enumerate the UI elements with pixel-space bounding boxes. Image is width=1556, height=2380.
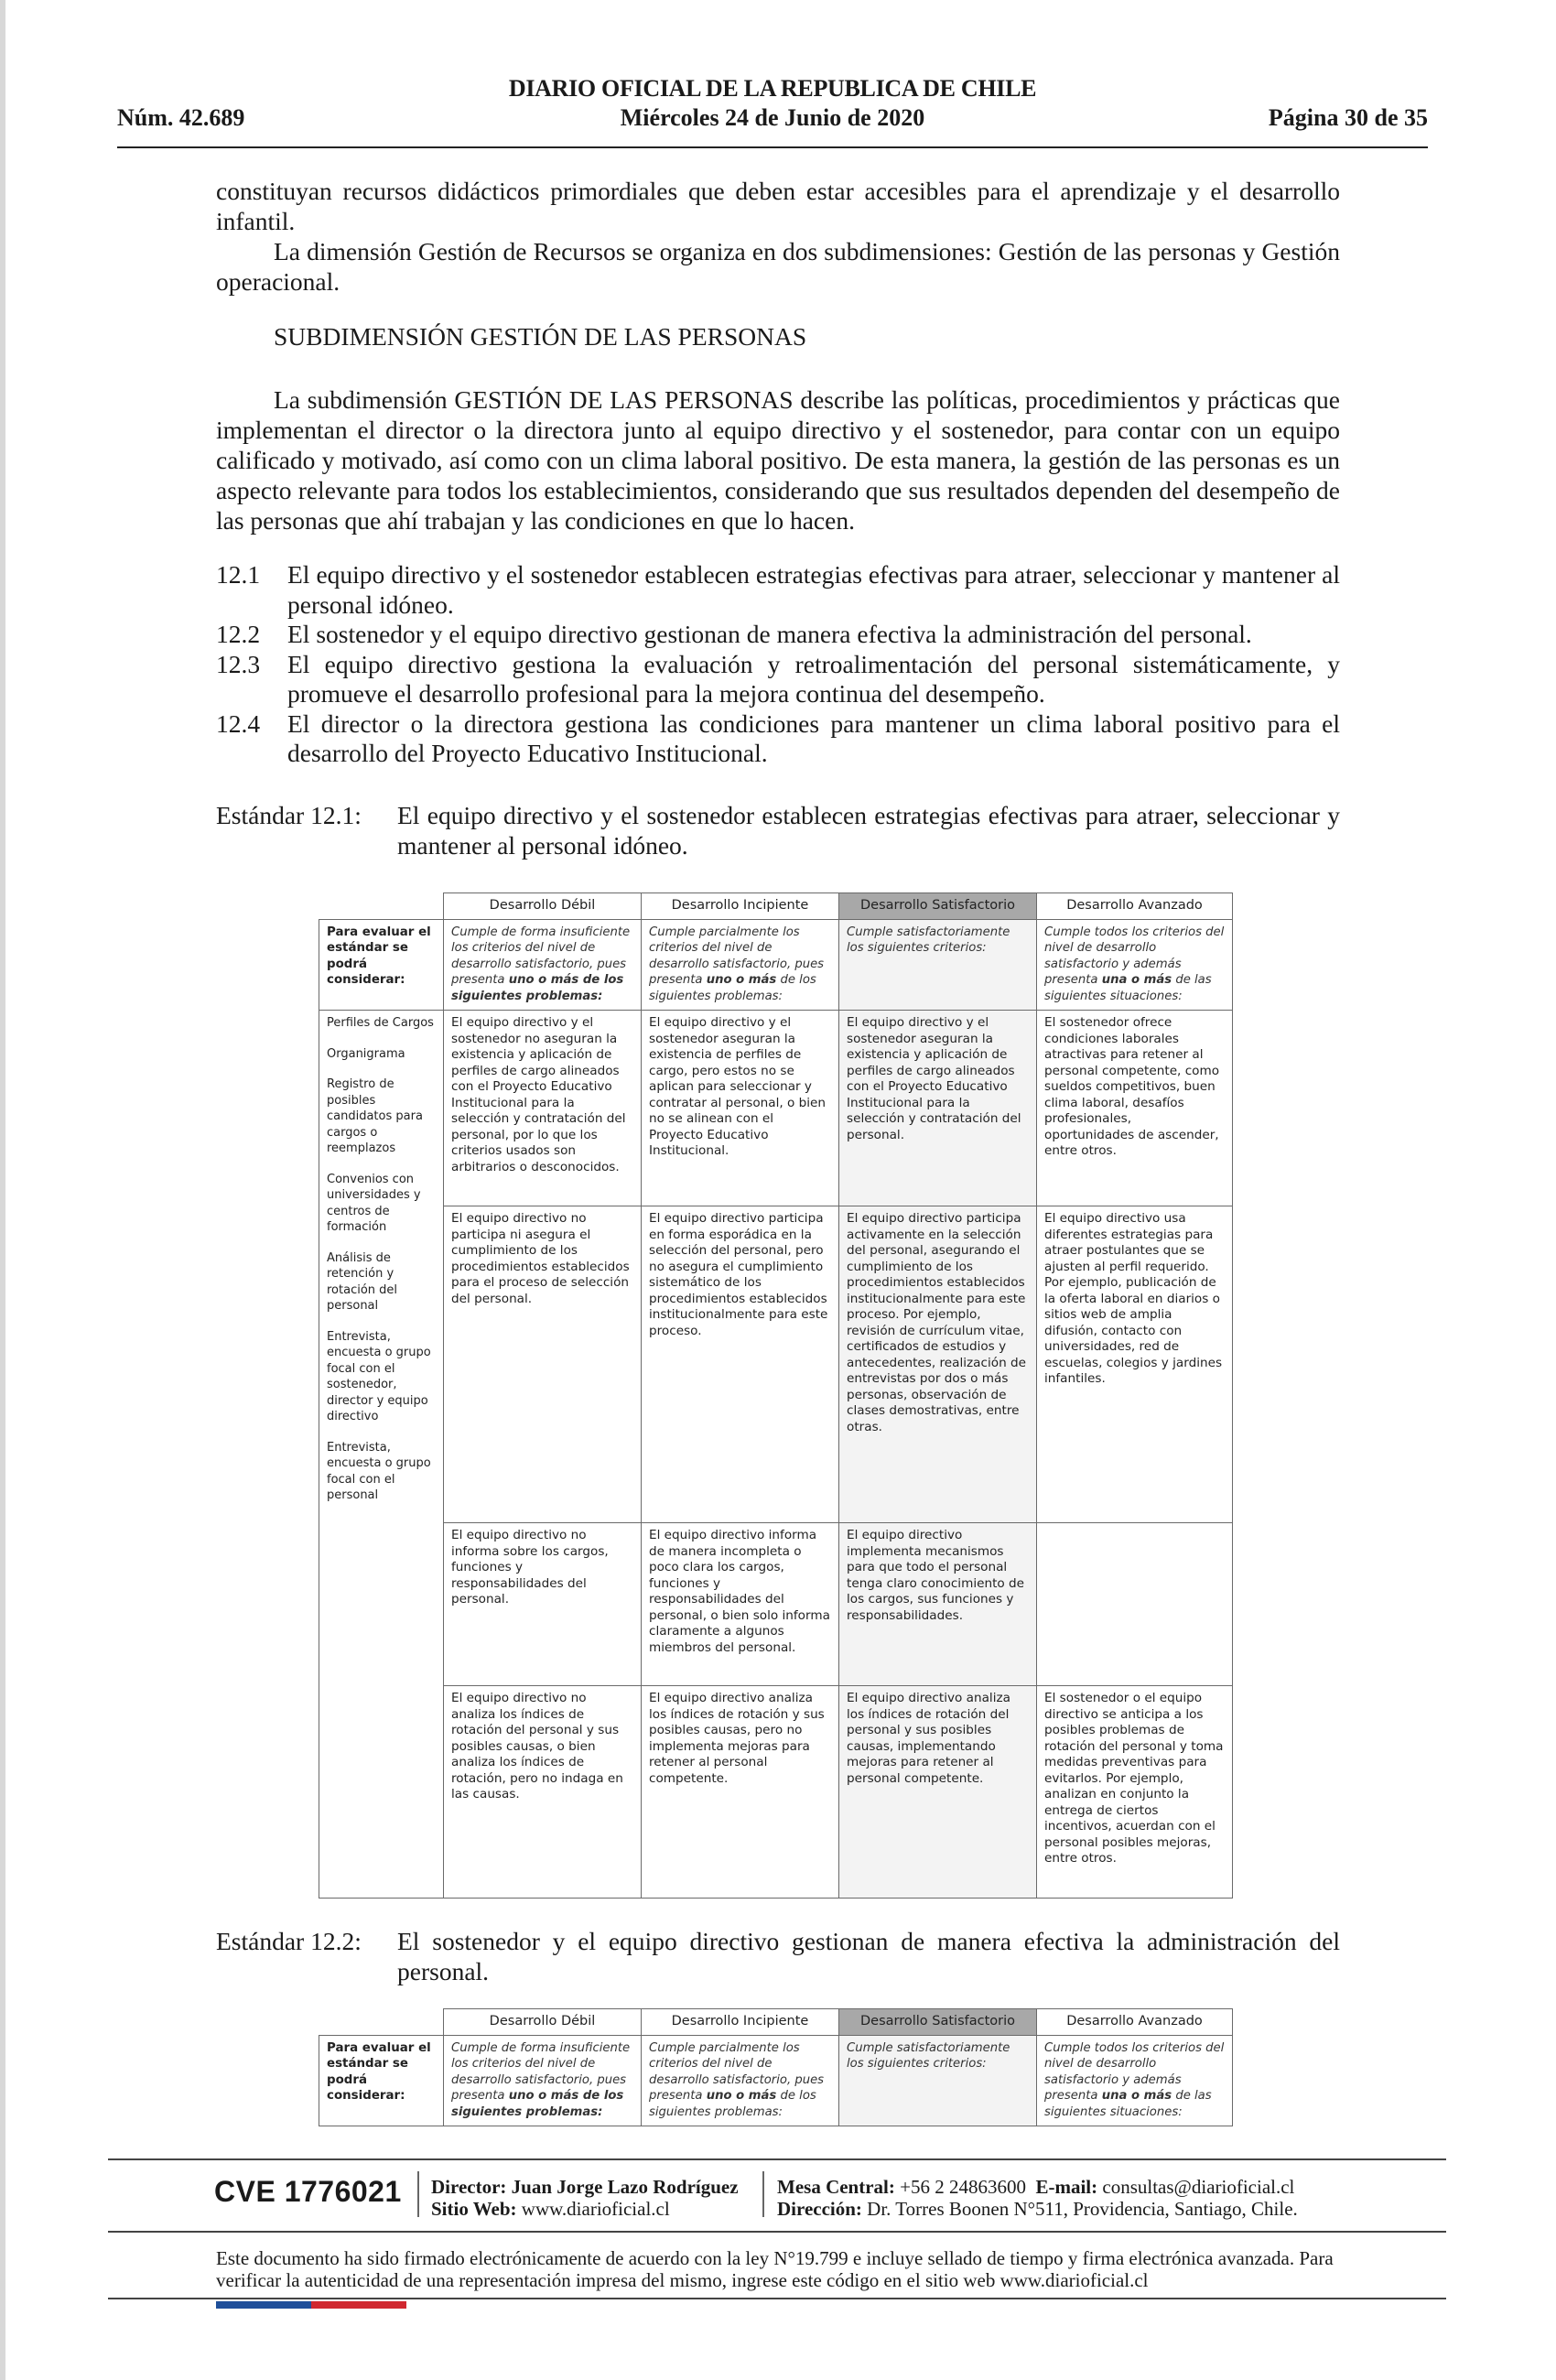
footer-contact-block <box>777 2176 1298 2220</box>
header-debil: Desarrollo Débil <box>444 2009 642 2036</box>
director-name: Juan Jorge Lazo Rodríguez <box>511 2176 739 2198</box>
footer-mid-rule <box>108 2231 1446 2233</box>
hint-text: de los siguientes problemas: <box>649 2089 816 2119</box>
cve-code: CVE 1776021 <box>214 2175 402 2208</box>
subdimension-title: SUBDIMENSIÓN GESTIÓN DE LAS PERSONAS <box>274 322 807 351</box>
table-row <box>319 1523 1233 1686</box>
director-label: Director: <box>431 2176 507 2198</box>
paragraph-2: La dimensión Gestión de Recursos se organiza en dos subdimensiones: Gestión de las personas y Gestión operacional. <box>216 237 1340 296</box>
cell-incipiente: El equipo directivo y el sostenedor aseguran la existencia de perfiles de cargo, pero estos no se aplican para seleccionar y contratar al personal, o bien no se alinean con el Proyecto Educativo Institucional. <box>642 1011 839 1206</box>
hint-bold: una o más <box>1101 973 1172 987</box>
standard-text: El equipo directivo y el sostenedor establecen estrategias efectivas para atraer, seleccionar y mantener al personal idóneo. <box>397 801 1340 860</box>
hint-text: Cumple parcialmente los criterios del nivel de desarrollo satisfactorio, pues presenta <box>649 925 825 987</box>
phone-label: Mesa Central: <box>777 2176 895 2198</box>
hint-incipiente <box>642 919 839 1011</box>
rubric-table-12-2 <box>319 2008 1233 2126</box>
cell-satisfactorio: El equipo directivo y el sostenedor aseguran la existencia y aplicación de perfiles de cargo alineados con el Proyecto Educativo Institucional para la selección y contratación del personal. <box>839 1011 1037 1206</box>
document-item: Entrevista, encuesta o grupo focal con el sostenedor, director y equipo directivo <box>327 1329 431 1423</box>
subdimension-description <box>216 384 1340 536</box>
list-item <box>216 620 1340 650</box>
footer-top-rule <box>108 2158 1446 2160</box>
cell-debil: El equipo directivo no participa ni asegura el cumplimiento de los procedimientos establecidos para el proceso de selección del personal. <box>444 1206 642 1523</box>
footer-separator <box>417 2171 419 2217</box>
flag-bar-blue <box>216 2301 311 2309</box>
document-item: Organigrama <box>327 1046 405 1061</box>
cell-avanzado: El sostenedor o el equipo directivo se anticipa a los posibles problemas de rotación del personal y toma medidas preventivas para evitarlos. Por ejemplo, analizan en conjunto la entrega de ciertos incentivos, acuerdan con el personal posibles mejoras, entre otros. <box>1037 1686 1233 1899</box>
empty-header-cell <box>319 893 444 920</box>
table-row <box>319 1011 1233 1206</box>
hint-incipiente <box>642 2035 839 2126</box>
document-item: Entrevista, encuesta o grupo focal con el personal <box>327 1440 431 1502</box>
list-item <box>216 560 1340 620</box>
table-header-row <box>319 2009 1233 2036</box>
standard-text: El sostenedor y el equipo directivo gestionan de manera efectiva la administración del personal. <box>397 1927 1340 1985</box>
list-item <box>216 650 1340 709</box>
standard-label: Estándar 12.1: <box>216 801 362 829</box>
cell-satisfactorio: El equipo directivo implementa mecanismos para que todo el personal tenga claro conocimiento de los cargos, sus funciones y responsabilidades. <box>839 1523 1037 1686</box>
hint-satisfactorio: Cumple satisfactoriamente los siguientes criterios: <box>839 2035 1037 2126</box>
header-incipiente: Desarrollo Incipiente <box>642 2009 839 2036</box>
header-satisfactorio: Desarrollo Satisfactorio <box>839 2009 1037 2036</box>
header-debil: Desarrollo Débil <box>444 893 642 920</box>
address-value: Dr. Torres Boonen N°511, Providencia, Santiago, Chile. <box>867 2198 1298 2220</box>
email-label: E-mail: <box>1035 2176 1098 2198</box>
issue-date: Miércoles 24 de Junio de 2020 <box>620 104 925 131</box>
hint-text: Cumple todos los criterios del nivel de desarrollo satisfactorio y además presenta <box>1044 2040 1225 2103</box>
hint-bold: una o más <box>1101 2089 1172 2103</box>
cell-debil: El equipo directivo no informa sobre los cargos, funciones y responsabilidades del personal. <box>444 1523 642 1686</box>
legal-notice: Este documento ha sido firmado electrónicamente de acuerdo con la ley N°19.799 e incluye sellado de tiempo y firma electrónica avanzada. Para verificar la autenticidad de una representación impresa del mismo, ingrese este código en el sitio web www.diarioficial.cl <box>216 2247 1334 2291</box>
eval-label: Para evaluar el estándar se podrá considerar: <box>319 2035 444 2126</box>
header-satisfactorio: Desarrollo Satisfactorio <box>839 893 1037 920</box>
hint-text: Cumple de forma insuficiente los criterios del nivel de desarrollo satisfactorio, pues presenta <box>451 2040 631 2103</box>
web-link[interactable]: www.diarioficial.cl <box>521 2198 670 2220</box>
header-avanzado: Desarrollo Avanzado <box>1037 893 1233 920</box>
item-number: 12.4 <box>216 709 261 738</box>
cell-debil: El equipo directivo no analiza los índices de rotación del personal y sus posibles causas, o bien analiza los índices de rotación, pero no indaga en las causas. <box>444 1686 642 1899</box>
cell-avanzado <box>1037 1523 1233 1686</box>
phone-value: +56 2 24863600 <box>900 2176 1026 2198</box>
cell-satisfactorio: El equipo directivo analiza los índices de rotación del personal y sus posibles causas, implementando mejoras para retener al personal competente. <box>839 1686 1037 1899</box>
criteria-row <box>319 919 1233 1011</box>
page-edge <box>0 0 5 2380</box>
document-item: Registro de posibles candidatos para cargos o reemplazos <box>327 1077 423 1155</box>
hint-bold: uno o más de los siguientes problemas: <box>451 2089 624 2119</box>
table-row <box>319 1206 1233 1523</box>
hint-text: Cumple todos los criterios del nivel de desarrollo satisfactorio y además presenta <box>1044 925 1225 987</box>
hint-avanzado <box>1037 919 1233 1011</box>
web-label: Sitio Web: <box>431 2198 517 2220</box>
empty-header-cell <box>319 2009 444 2036</box>
email-link[interactable]: consultas@diarioficial.cl <box>1102 2176 1295 2198</box>
page-number: Página 30 de 35 <box>1268 104 1428 131</box>
header-incipiente: Desarrollo Incipiente <box>642 893 839 920</box>
flag-bar-red <box>311 2301 406 2309</box>
item-number: 12.1 <box>216 560 261 589</box>
hint-bold: uno o más de los siguientes problemas: <box>451 973 624 1003</box>
hint-debil <box>444 919 642 1011</box>
cell-debil: El equipo directivo y el sostenedor no aseguran la existencia y aplicación de perfiles de cargo alineados con el Proyecto Educativo Institucional para la selección y contratación del personal, por lo que los criterios usados son arbitrarios o desconocidos. <box>444 1011 642 1206</box>
page-header <box>117 75 1428 148</box>
table-header-row <box>319 893 1233 920</box>
standard-12-1-heading <box>216 800 1340 860</box>
cell-incipiente: El equipo directivo informa de manera incompleta o poco clara los cargos, funciones y responsabilidades del personal, o bien solo informa claramente a algunos miembros del personal. <box>642 1523 839 1686</box>
paragraph-1: constituyan recursos didácticos primordiales que deben estar accesibles para el aprendizaje y el desarrollo infantil. <box>216 177 1340 235</box>
cell-avanzado: El equipo directivo usa diferentes estrategias para atraer postulantes que se ajusten al perfil requerido. Por ejemplo, publicación de la oferta laboral en diarios o sitios web de amplia difusión, contacto con universidades, red de escuelas, colegios y jardines infantiles. <box>1037 1206 1233 1523</box>
standard-label: Estándar 12.2: <box>216 1927 362 1955</box>
hint-bold: uno o más <box>706 2089 777 2103</box>
document-item: Análisis de retención y rotación del personal <box>327 1250 398 1313</box>
evidence-documents <box>319 1011 444 1899</box>
standards-list <box>216 560 1340 769</box>
hint-text: de las siguientes situaciones: <box>1044 973 1212 1003</box>
document-item: Perfiles de Cargos <box>327 1016 434 1030</box>
footer-separator <box>762 2171 764 2217</box>
hint-text: de los siguientes problemas: <box>649 973 816 1003</box>
criteria-row <box>319 2035 1233 2126</box>
address-label: Dirección: <box>777 2198 862 2220</box>
item-text: El director o la directora gestiona las condiciones para mantener un clima laboral positivo para el desarrollo del Proyecto Educativo Institucional. <box>287 709 1340 767</box>
header-avanzado: Desarrollo Avanzado <box>1037 2009 1233 2036</box>
list-item <box>216 709 1340 769</box>
rubric-table-12-1 <box>319 892 1233 1899</box>
hint-debil <box>444 2035 642 2126</box>
hint-text: Cumple parcialmente los criterios del nivel de desarrollo satisfactorio, pues presenta <box>649 2040 825 2103</box>
hint-avanzado <box>1037 2035 1233 2126</box>
hint-text: de las siguientes situaciones: <box>1044 2089 1212 2119</box>
item-text: El sostenedor y el equipo directivo gestionan de manera efectiva la administración del personal. <box>287 620 1252 648</box>
cell-incipiente: El equipo directivo participa en forma esporádica en la selección del personal, pero no asegura el cumplimiento sistemático de los procedimientos establecidos institucionalmente para este proceso. <box>642 1206 839 1523</box>
item-text: El equipo directivo gestiona la evaluación y retroalimentación del personal sistemáticamente, y promueve el desarrollo profesional para la mejora continua del desempeño. <box>287 649 1340 708</box>
document-item: Convenios con universidades y centros de formación <box>327 1172 421 1234</box>
newspaper-title: DIARIO OFICIAL DE LA REPUBLICA DE CHILE <box>508 75 1037 102</box>
hint-bold: uno o más <box>706 973 777 987</box>
hint-satisfactorio: Cumple satisfactoriamente los siguientes criterios: <box>839 919 1037 1011</box>
table-row <box>319 1686 1233 1899</box>
hint-text: Cumple de forma insuficiente los criterios del nivel de desarrollo satisfactorio, pues presenta <box>451 925 631 987</box>
footer-bottom-rule <box>108 2298 1446 2299</box>
standard-12-2-heading <box>216 1926 1340 1986</box>
intro-text <box>216 176 1340 297</box>
eval-label: Para evaluar el estándar se podrá considerar: <box>319 919 444 1011</box>
item-text: El equipo directivo y el sostenedor establecen estrategias efectivas para atraer, seleccionar y mantener al personal idóneo. <box>287 560 1340 619</box>
item-number: 12.2 <box>216 620 261 648</box>
footer-director-block <box>431 2176 739 2220</box>
cell-incipiente: El equipo directivo analiza los índices de rotación y sus posibles causas, pero no implementa mejoras para retener al personal competente. <box>642 1686 839 1899</box>
paragraph-3: La subdimensión GESTIÓN DE LAS PERSONAS describe las políticas, procedimientos y prácticas que implementan el director o la directora junto al equipo directivo y el sostenedor, para contar con un equipo calificado y motivado, así como con un clima laboral positivo. De esta manera, la gestión de las personas es un aspecto relevante para todos los establecimientos, considerando que sus resultados dependen del desempeño de las personas que ahí trabajan y las condiciones en que lo hacen. <box>216 385 1340 535</box>
item-number: 12.3 <box>216 649 261 678</box>
issue-number: Núm. 42.689 <box>117 104 245 131</box>
cell-satisfactorio: El equipo directivo participa activamente en la selección del personal, asegurando el cumplimiento de los procedimientos establecidos institucionalmente para este proceso. Por ejemplo, revisión de currículum vitae, certificados de estudios y antecedentes, realización de entrevistas por dos o más personas, observación de clases demostrativas, entre otras. <box>839 1206 1037 1523</box>
cell-avanzado: El sostenedor ofrece condiciones laborales atractivas para retener al personal competente, como sueldos competitivos, buen clima laboral, desafíos profesionales, oportunidades de ascender, entre otros. <box>1037 1011 1233 1206</box>
